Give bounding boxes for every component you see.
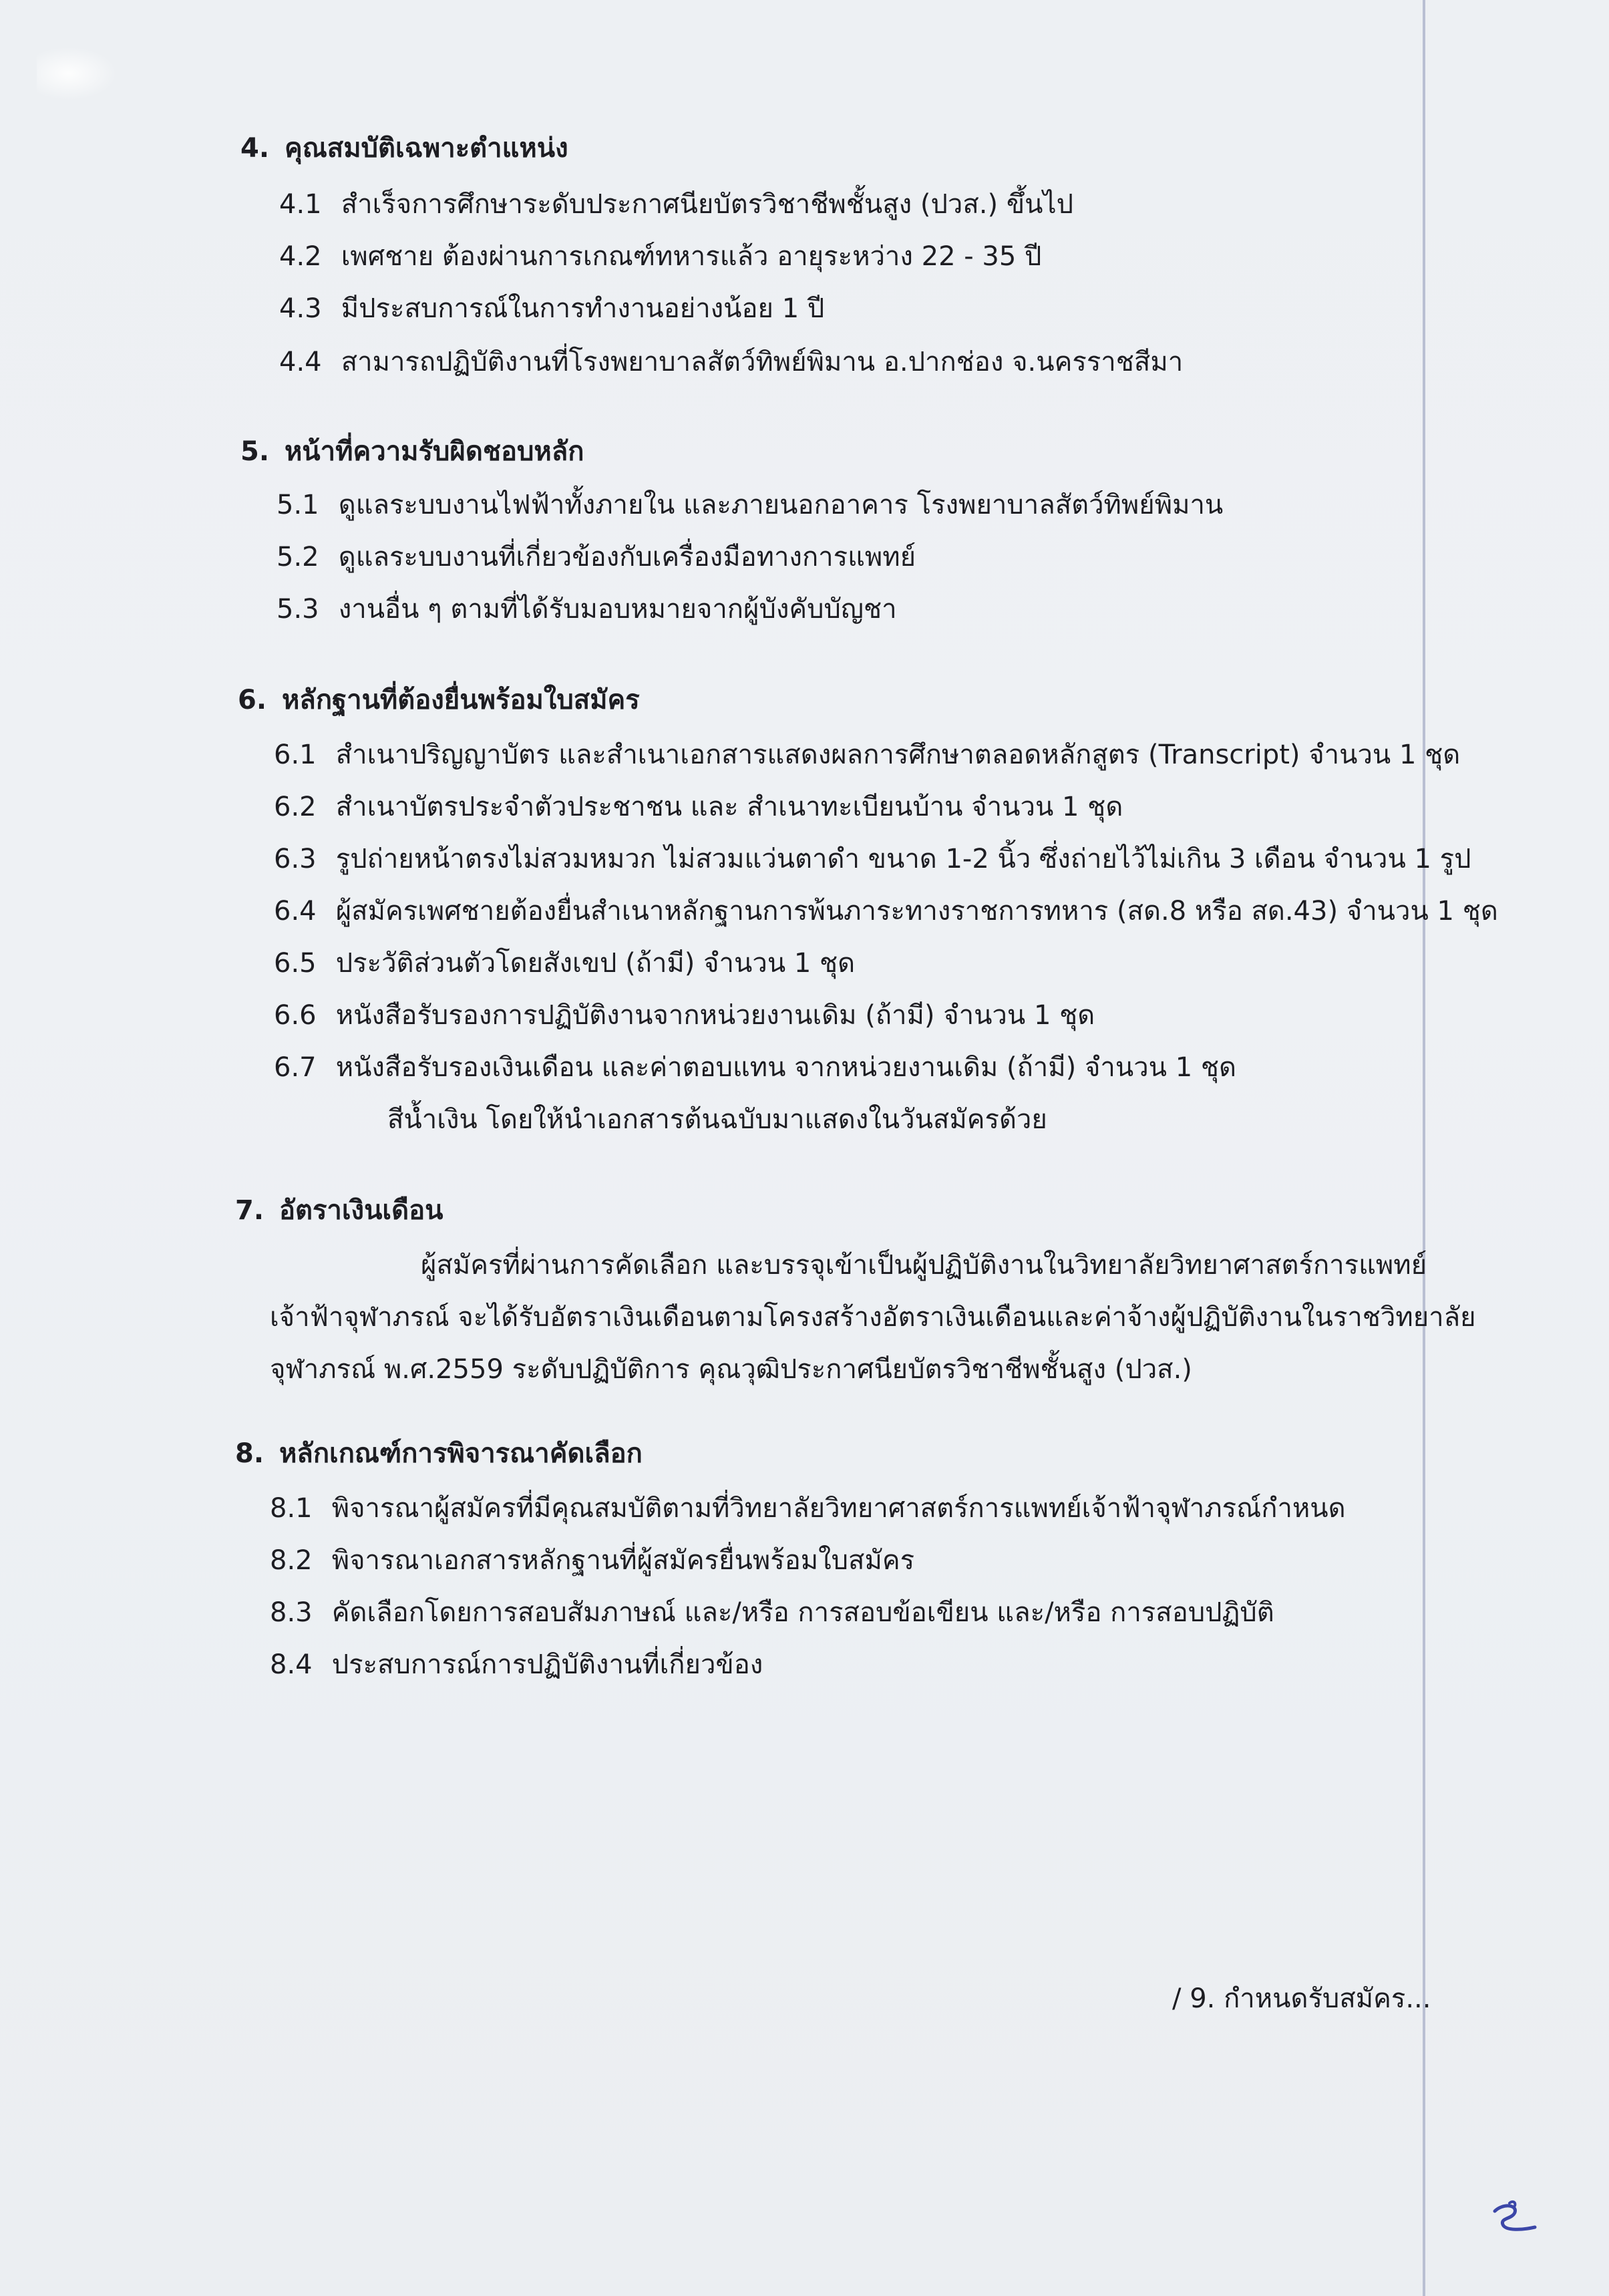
section-number: 8. (235, 1438, 264, 1469)
list-item (270, 1647, 763, 1682)
list-item (274, 946, 855, 981)
item-text: พิจารณาเอกสารหลักฐานที่ผู้สมัครยื่นพร้อมใบสมัคร (331, 1545, 915, 1576)
item-number: 5.1 (277, 490, 319, 520)
handwritten-page-mark (1483, 2198, 1543, 2238)
list-item (277, 540, 916, 575)
item-text: หนังสือรับรองเงินเดือน และค่าตอบแทน จากหน่วยงานเดิม (ถ้ามี) จำนวน 1 ชุด (335, 1052, 1236, 1083)
section-number: 5. (240, 436, 270, 467)
section-title: คุณสมบัติเฉพาะตำแหน่ง (284, 133, 568, 164)
section-number: 4. (240, 133, 270, 164)
list-item (277, 488, 1223, 522)
item-number: 5.3 (277, 594, 319, 625)
salary-paragraph-line: ผู้สมัครที่ผ่านการคัดเลือก และบรรจุเข้าเป็นผู้ปฏิบัติงานในวิทยาลัยวิทยาศาสตร์การแพทย์ (421, 1250, 1427, 1281)
item-number: 5.2 (277, 542, 319, 572)
continuation-text: / 9. กำหนดรับสมัคร... (1172, 1983, 1431, 2014)
list-item (270, 1595, 1274, 1630)
salary-paragraph-line: เจ้าฟ้าจุฬาภรณ์ จะได้รับอัตราเงินเดือนตามโครงสร้างอัตราเงินเดือนและค่าจ้างผู้ปฏิบัติงานในราชวิทยาลัย (270, 1302, 1476, 1333)
list-item (279, 239, 1041, 274)
item-text: สำเร็จการศึกษาระดับประกาศนียบัตรวิชาชีพชั้นสูง (ปวส.) ขึ้นไป (341, 189, 1074, 220)
section-6-note: สีน้ำเงิน โดยให้นำเอกสารต้นฉบับมาแสดงในวันสมัครด้วย (387, 1104, 1047, 1135)
item-text: สำเนาปริญญาบัตร และสำเนาเอกสารแสดงผลการศึกษาตลอดหลักสูตร (Transcript) จำนวน 1 ชุด (335, 740, 1461, 770)
item-number: 4.4 (279, 347, 322, 377)
section-number: 7. (235, 1195, 264, 1226)
section-5-heading (240, 434, 584, 469)
section-4-heading (240, 131, 568, 166)
item-text: ประสบการณ์การปฏิบัติงานที่เกี่ยวข้อง (331, 1649, 763, 1680)
item-number: 4.1 (279, 189, 322, 220)
item-text: ดูแลระบบงานไฟฟ้าทั้งภายใน และภายนอกอาคาร โรงพยาบาลสัตว์ทิพย์พิมาน (338, 490, 1224, 520)
margin-line (1423, 0, 1425, 2296)
section-7-heading (235, 1193, 443, 1228)
item-number: 6.2 (274, 792, 317, 822)
section-8-heading (235, 1436, 643, 1471)
section-6-heading (238, 683, 640, 717)
section-number: 6. (238, 685, 267, 715)
item-text: หนังสือรับรองการปฏิบัติงานจากหน่วยงานเดิม (ถ้ามี) จำนวน 1 ชุด (335, 1000, 1095, 1031)
item-text: พิจารณาผู้สมัครที่มีคุณสมบัติตามที่วิทยาลัยวิทยาศาสตร์การแพทย์เจ้าฟ้าจุฬาภรณ์กำหนด (331, 1493, 1346, 1524)
item-number: 8.1 (270, 1493, 313, 1524)
item-number: 8.3 (270, 1597, 313, 1628)
list-item (274, 790, 1123, 824)
list-item (274, 737, 1460, 772)
list-item (274, 998, 1095, 1033)
item-text: ดูแลระบบงานที่เกี่ยวข้องกับเครื่องมือทางการแพทย์ (338, 542, 916, 572)
list-item (279, 345, 1183, 379)
item-number: 6.6 (274, 1000, 317, 1031)
list-item (279, 291, 824, 326)
list-item (274, 842, 1471, 876)
item-text: รูปถ่ายหน้าตรงไม่สวมหมวก ไม่สวมแว่นตาดำ ขนาด 1-2 นิ้ว ซึ่งถ่ายไว้ไม่เกิน 3 เดือน จำนวน 1 รูป (335, 844, 1471, 874)
item-text: เพศชาย ต้องผ่านการเกณฑ์ทหารแล้ว อายุระหว่าง 22 - 35 ปี (341, 241, 1042, 272)
section-title: อัตราเงินเดือน (279, 1195, 443, 1226)
list-item (277, 592, 897, 627)
section-title: หลักฐานที่ต้องยื่นพร้อมใบสมัคร (281, 685, 640, 715)
item-number: 6.3 (274, 844, 317, 874)
list-item (279, 187, 1073, 222)
list-item (270, 1491, 1346, 1526)
item-number: 6.4 (274, 896, 317, 927)
list-item (274, 894, 1498, 929)
item-text: คัดเลือกโดยการสอบสัมภาษณ์ และ/หรือ การสอบข้อเขียน และ/หรือ การสอบปฏิบัติ (331, 1597, 1274, 1628)
item-text: สำเนาบัตรประจำตัวประชาชน และ สำเนาทะเบียนบ้าน จำนวน 1 ชุด (335, 792, 1123, 822)
item-text: ประวัติส่วนตัวโดยสังเขป (ถ้ามี) จำนวน 1 ชุด (335, 948, 856, 979)
item-text: มีประสบการณ์ในการทำงานอย่างน้อย 1 ปี (341, 293, 825, 324)
item-text: ผู้สมัครเพศชายต้องยื่นสำเนาหลักฐานการพ้นภาระทางราชการทหาร (สด.8 หรือ สด.43) จำนวน 1 ชุด (335, 896, 1498, 927)
item-number: 6.5 (274, 948, 317, 979)
item-number: 4.2 (279, 241, 322, 272)
scan-mark (37, 47, 117, 100)
item-number: 8.2 (270, 1545, 313, 1576)
list-item (270, 1543, 914, 1578)
section-title: หลักเกณฑ์การพิจารณาคัดเลือก (279, 1438, 643, 1469)
list-item (274, 1050, 1236, 1085)
salary-paragraph-line: จุฬาภรณ์ พ.ศ.2559 ระดับปฏิบัติการ คุณวุฒิประกาศนียบัตรวิชาชีพชั้นสูง (ปวส.) (270, 1354, 1192, 1385)
item-number: 8.4 (270, 1649, 313, 1680)
item-number: 6.7 (274, 1052, 317, 1083)
section-title: หน้าที่ความรับผิดชอบหลัก (284, 436, 584, 467)
item-text: งานอื่น ๆ ตามที่ได้รับมอบหมายจากผู้บังคับบัญชา (338, 594, 897, 625)
item-text: สามารถปฏิบัติงานที่โรงพยาบาลสัตว์ทิพย์พิมาน อ.ปากช่อง จ.นครราชสีมา (341, 347, 1184, 377)
item-number: 4.3 (279, 293, 322, 324)
item-number: 6.1 (274, 740, 317, 770)
